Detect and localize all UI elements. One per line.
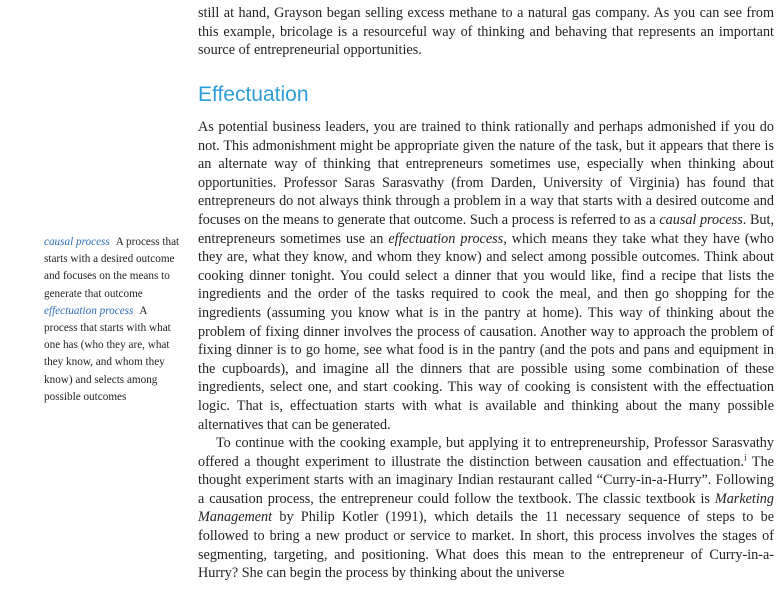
endnote-marker: i bbox=[744, 451, 747, 462]
body-paragraph-1 bbox=[198, 118, 774, 434]
glossary-term: causal process bbox=[44, 236, 110, 248]
intro-paragraph: still at hand, Grayson began selling excess methane to a natural gas company. As you can see from this example, bricolage is a resourceful way of thinking and behaving that represents an important source of entrepreneurial opportunities. bbox=[198, 5, 774, 59]
section-heading: Effectuation bbox=[198, 83, 309, 106]
causal-process-term: causal process bbox=[659, 211, 743, 228]
glossary-term: effectuation process bbox=[44, 304, 134, 317]
effectuation-process-term: effectuation process bbox=[388, 230, 504, 247]
body-text-run: The thought experiment starts with an imaginary Indian restaurant called “Curry-in-a-Hurry”. Following a causation process, the entrepreneur could follow the textbook. The classic textbook is bbox=[198, 453, 774, 507]
body-text-run: by Philip Kotler (1991), which details the 11 necessary sequence of steps to be followed to bring a new product or service to market. In short, this process involves the stages of segmenting, targeting, and positioning. What does this mean to the entrepreneur of Curry-in-a-Hurry? She can begin the process by thinking about the universe bbox=[198, 509, 774, 582]
glossary-definition: A process that starts with a desired outcome and focuses on the means to generate that outcome bbox=[44, 236, 180, 300]
section-body bbox=[198, 118, 774, 583]
intro-paragraph-block bbox=[198, 4, 774, 60]
body-text-run: , which means they take what they have (who they are, what they know, and whom they know) and select among possible outcomes. Think about cooking dinner tonight. You could select a dinner that you would like, find a recipe that lists the ingredients and the order of the tasks required to cook the meal, and then go shopping for the ingredients (assuming you know what is in the pantry at home). This way of thinking about the problem of fixing dinner involves the process of causation. Another way to approach the problem of fixing dinner is to go home, see what food is in the pantry (and the pots and pans and equipment in the cupboards), and imagine all the dinners that are possible using some combination of these ingredients, select one, and start cooking. This way of cooking is consistent with the effectuation logic. That is, effectuation starts with what is available and thinking about the many possible alternatives that can be generated. bbox=[198, 230, 774, 433]
body-paragraph-2 bbox=[198, 434, 774, 583]
body-text-run: To continue with the cooking example, but applying it to entrepreneurship, Professor Sarasvathy offered a thought experiment to illustrate the distinction between causation and effectuation. bbox=[198, 435, 774, 470]
margin-glossary bbox=[44, 234, 182, 406]
body-text-run: As potential business leaders, you are trained to think rationally and perhaps admonished if you do not. This admonishment might be appropriate given the nature of the task, but it appears that there is an alternate way of thinking that entrepreneurs sometimes use, especially when thinking about opportunities. Professor Saras Sarasvathy (from Darden, University of Virginia) has found that entrepreneurs do not always think through a problem in a way that starts with a desired outcome and focuses on the means to generate that outcome. Such a process is referred to as a bbox=[198, 119, 774, 228]
margin-note-effectuation-process bbox=[44, 303, 182, 406]
book-title: Marketing Management bbox=[198, 490, 774, 526]
body-text-run: . But, entrepreneurs sometimes use an bbox=[198, 211, 774, 247]
margin-note-causal-process bbox=[44, 234, 182, 303]
glossary-definition: A process that starts with what one has (who they are, what they know, and whom they know) and selects among possible outcomes bbox=[44, 304, 171, 403]
